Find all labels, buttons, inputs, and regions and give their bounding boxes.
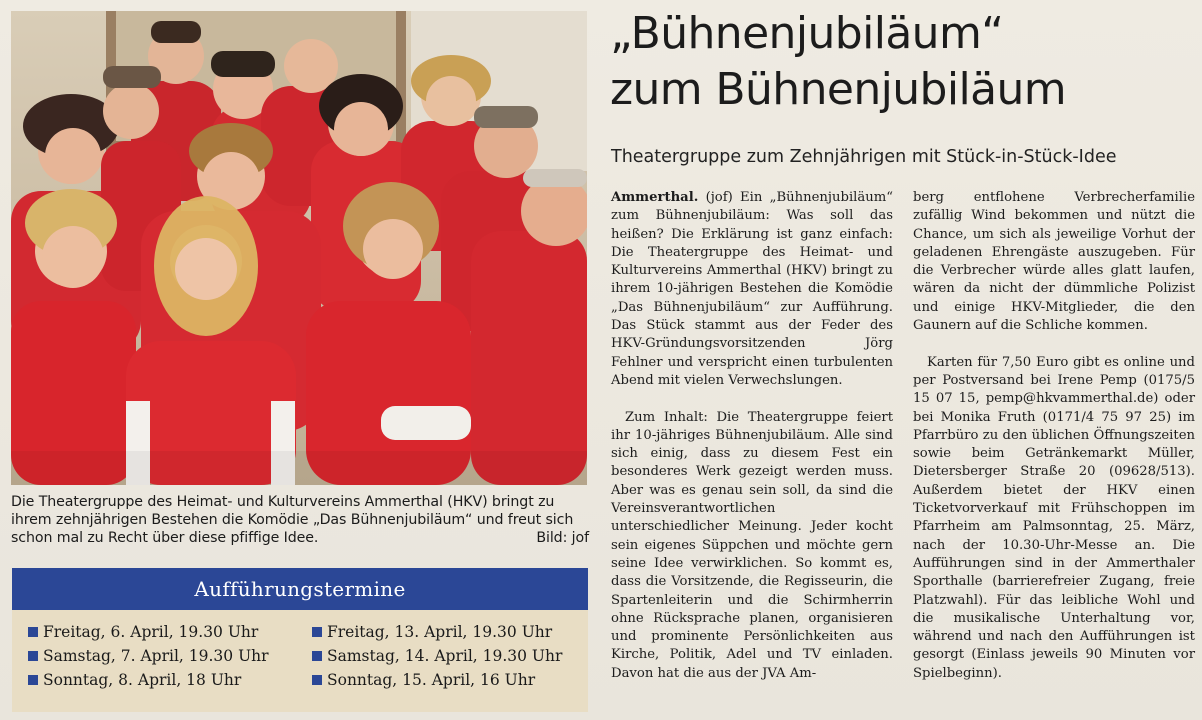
bullet-square-icon xyxy=(28,627,38,637)
article-paragraph: berg entflohene Verbrecherfamilie zufällig Wind bekommen und nützt die Chance, um sich als jeweilige Vorhut der geladenen Ehrengäste auszugeben. Für die Verbrecher würde alles glatt laufen, wären da nicht der dümmliche Polizist und einige HKV-Mitglieder, die den Gaunern auf die Schliche kommen. xyxy=(913,190,1195,334)
schedule-date: Samstag, 7. April, 19.30 Uhr xyxy=(43,647,269,665)
schedule-date: Sonntag, 15. April, 16 Uhr xyxy=(327,671,536,689)
bullet-square-icon xyxy=(28,675,38,685)
headline-line-2: zum Bühnenjubiläum xyxy=(610,64,1067,115)
paragraph-text: (jof) Ein „Bühnenjubiläum“ zum Bühnenjubiläum: Was soll das heißen? Die Erklärung ist ganz einfach: Die Theatergruppe des Heimat- und Kulturvereins Ammerthal (HKV) bringt zu ihrem 10-jährigen Bestehen die Komödie „Das Bühnenjubiläum“ zur Aufführung. Das Stück stammt aus der Feder des HKV-Gründungsvorsitzenden Jörg Fehlner und verspricht einen turbulenten Abend mit vielen Verwechslungen. xyxy=(611,190,893,388)
schedule-item xyxy=(28,644,269,668)
schedule-column-right xyxy=(312,620,562,692)
dateline: Ammerthal. xyxy=(611,190,699,205)
schedule-item xyxy=(312,620,562,644)
article-paragraph: Zum Inhalt: Die Theatergruppe feiert ihr 10-jähriges Bühnenjubiläum. Alle sind sich einig, dass zu diesem Fest ein besonderes Werk gezeigt werden muss. Aber was es genau sein soll, da sind die Vereinsverantwortlichen unterschiedlicher Meinung. Jeder kocht sein eigenes Süppchen und möchte gern seine Idee verwirklichen. So kommt es, dass die Vorsitzende, die Regisseurin, die Spartenleiterin und die Schirmherrin ohne Rücksprache planen, organisieren und prominente Persönlichkeiten aus Kirche, Politik, Adel und TV einladen. Davon hat die aus der JVA Am- xyxy=(611,409,893,681)
group-photo xyxy=(11,11,587,485)
schedule-date: Freitag, 6. April, 19.30 Uhr xyxy=(43,623,259,641)
schedule-date: Samstag, 14. April, 19.30 Uhr xyxy=(327,647,563,665)
bullet-square-icon xyxy=(28,651,38,661)
schedule-item xyxy=(312,644,562,668)
schedule-item xyxy=(28,668,269,692)
article-headline xyxy=(610,6,1200,118)
article-paragraph xyxy=(611,189,893,390)
caption-text: Die Theatergruppe des Heimat- und Kulturvereins Ammerthal (HKV) bringt zu ihrem zehnjährigen Bestehen die Komödie „Das Bühnenjubiläum“ und freut sich schon mal zu Recht über diese pfiffige Idee. xyxy=(11,494,574,547)
article-column-1 xyxy=(611,189,893,701)
schedule-date: Freitag, 13. April, 19.30 Uhr xyxy=(327,623,553,641)
bullet-square-icon xyxy=(312,627,322,637)
article-paragraph: Karten für 7,50 Euro gibt es online und per Postversand bei Irene Pemp (0175/5 15 07 15, pemp@hkvammerthal.de) oder bei Monika Fruth (0171/4 75 97 25) im Pfarrbüro zu den üblichen Öffnungszeiten sowie beim Getränkemarkt Müller, Dietersberger Straße 20 (09628/513). Außerdem bietet der HKV einen Ticketvorverkauf mit Frühschoppen im Pfarrheim am Palmsonntag, 25. März, nach der 10.30-Uhr-Messe an. Die Aufführungen sind in der Ammerthaler Sporthalle (barrierefreier Zugang, freie Platzwahl). Für das leibliche Wohl und die musikalische Unterhaltung vor, während und nach den Aufführungen ist gesorgt (Einlass jeweils 90 Minuten vor Spielbeginn). xyxy=(913,354,1195,681)
schedule-title: Aufführungstermine xyxy=(12,568,588,610)
article-column-2 xyxy=(913,189,1195,701)
photo-credit: Bild: jof xyxy=(536,530,589,547)
schedule-date: Sonntag, 8. April, 18 Uhr xyxy=(43,671,242,689)
performance-schedule-box xyxy=(12,568,588,712)
article-subheadline: Theatergruppe zum Zehnjährigen mit Stück-in-Stück-Idee xyxy=(611,147,1117,167)
bullet-square-icon xyxy=(312,675,322,685)
schedule-item xyxy=(312,668,562,692)
headline-line-1: „Bühnenjubiläum“ xyxy=(610,8,1004,59)
photo-caption xyxy=(11,493,589,548)
theater-group-image xyxy=(11,11,587,485)
bullet-square-icon xyxy=(312,651,322,661)
schedule-item xyxy=(28,620,269,644)
schedule-column-left xyxy=(28,620,269,692)
